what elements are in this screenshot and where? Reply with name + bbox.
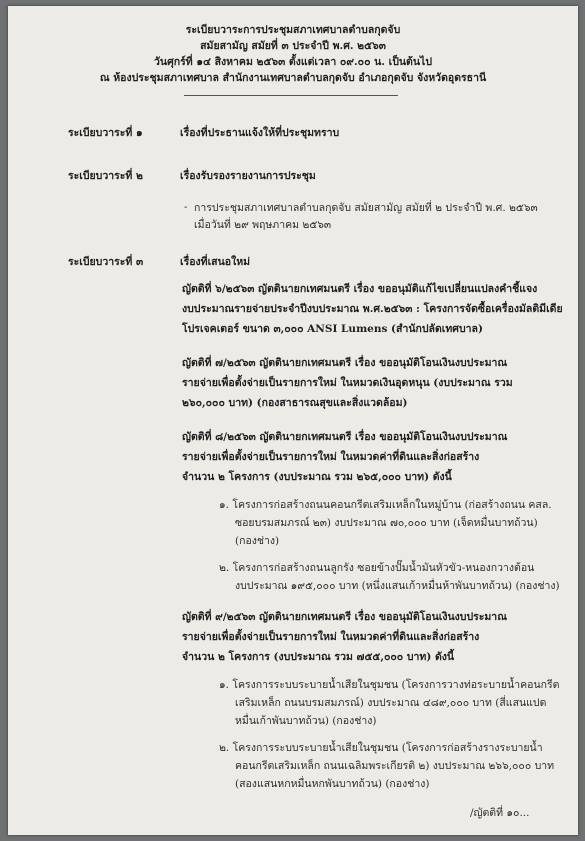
place-line: ณ ห้องประชุมสภาเทศบาล สำนักงานเทศบาลตำบลกุดจับ อำเภอกุดจับ จังหวัดอุดรธานี [99,72,487,84]
agenda-1-title: เรื่องที่ประธานแจ้งให้ที่ประชุมทราบ [180,127,340,139]
motion-9-item-2-line-1: ๒. โครงการระบบระบายน้ำเสียในชุมชน (โครงการก่อสร้างรางระบายน้ำ [219,742,543,754]
agenda-2-item-line-2: เมื่อวันที่ ๒๙ พฤษภาคม ๒๕๖๓ [194,219,332,231]
agenda-2-title: เรื่องรับรองรายงานการประชุม [180,170,316,182]
document-title: ระเบียบวาระการประชุมสภาเทศบาลตำบลกุดจับ [185,24,401,36]
motion-9-item-1-line-2: เสริมเหล็ก ถนนบรมสมภรณ์) งบประมาณ ๔๘๙,๐๐๐ บาท (สี่แสนแปด [235,697,547,709]
motion-6-line-3: โปรเจคเตอร์ ขนาด ๓,๐๐๐ ANSI Lumens (สำนักปลัดเทศบาล) [182,323,483,335]
agenda-1-label: ระเบียบวาระที่ ๑ [68,127,143,139]
motion-7-line-2: รายจ่ายเพื่อตั้งจ่ายเป็นรายการใหม่ ในหมวดเงินอุดหนุน (งบประมาณ รวม [182,377,513,389]
session-line: สมัยสามัญ สมัยที่ ๓ ประจำปี พ.ศ. ๒๕๖๓ [200,40,386,52]
motion-8-line-3: จำนวน ๒ โครงการ (งบประมาณ รวม ๒๖๕,๐๐๐ บาท) ดังนี้ [182,471,452,483]
motion-8-item-1-line-3: (กองช่าง) [235,535,280,547]
motion-8-line-1: ญัตติที่ ๘/๒๕๖๓ ญัตตินายกเทศมนตรี เรื่อง ขออนุมัติโอนเงินงบประมาณ [182,431,508,443]
bullet-icon: - [184,202,188,213]
agenda-3-title: เรื่องที่เสนอใหม่ [180,256,251,268]
continued-marker: /ญัตติที่ ๑๐... [470,807,530,819]
agenda-2-item-line-1: การประชุมสภาเทศบาลตำบลกุดจับ สมัยสามัญ สมัยที่ ๒ ประจำปี พ.ศ. ๒๕๖๓ [194,202,538,214]
motion-9-line-1: ญัตติที่ ๙/๒๕๖๓ ญัตตินายกเทศมนตรี เรื่อง ขออนุมัติโอนเงินงบประมาณ [182,611,507,623]
agenda-2-label: ระเบียบวาระที่ ๒ [68,170,143,182]
motion-9-line-3: จำนวน ๒ โครงการ (งบประมาณ รวม ๗๕๕,๐๐๐ บาท) ดังนี้ [182,651,455,663]
motion-9-line-2: รายจ่ายเพื่อตั้งจ่ายเป็นรายการใหม่ ในหมวดค่าที่ดินและสิ่งก่อสร้าง [182,631,480,643]
motion-6-line-1: ญัตติที่ ๖/๒๕๖๓ ญัตตินายกเทศมนตรี เรื่อง ขออนุมัติแก้ไขเปลี่ยนแปลงคำชี้แจง [182,283,538,295]
motion-7-line-3: ๒๖๐,๐๐๐ บาท) (กองสาธารณสุขและสิ่งแวดล้อม) [182,397,408,409]
motion-9-item-2-line-2: คอนกรีตเสริมเหล็ก ถนนเฉลิมพระเกียรติ ๒) งบประมาณ ๒๖๖,๐๐๐ บาท [235,760,555,772]
agenda-3-label: ระเบียบวาระที่ ๓ [68,256,144,268]
header-divider [184,95,398,96]
datetime-line: วันศุกร์ที่ ๑๔ สิงหาคม ๒๕๖๓ ตั้งแต่เวลา ๐๙.๐๐ น. เป็นต้นไป [154,56,432,68]
motion-9-item-1-line-3: หมื่นเก้าพันบาทถ้วน) (กองช่าง) [235,715,377,727]
document-page [8,6,578,835]
motion-8-item-1-line-2: ซอยบรมสมภรณ์ ๒๓) งบประมาณ ๗๐,๐๐๐ บาท (เจ็ดหมื่นบาทถ้วน) [235,517,538,529]
motion-8-item-1-line-1: ๑. โครงการก่อสร้างถนนคอนกรีตเสริมเหล็กในหมู่บ้าน (ก่อสร้างถนน คสล. [219,499,552,511]
motion-9-item-2-line-3: (สองแสนหกหมื่นหกพันบาทถ้วน) (กองช่าง) [235,778,430,790]
motion-8-item-2-line-1: ๒. โครงการก่อสร้างถนนลูกรัง ซอยข้างปั๊มน้ำมันหัวขัว-หนองกวางต้อน [219,562,535,574]
motion-8-line-2: รายจ่ายเพื่อตั้งจ่ายเป็นรายการใหม่ ในหมวดค่าที่ดินและสิ่งก่อสร้าง [182,451,480,463]
motion-6-line-2: งบประมาณรายจ่ายประจำปีงบประมาณ พ.ศ.๒๕๖๓ : โครงการจัดซื้อเครื่องมัลติมีเดีย [182,303,563,315]
motion-9-item-1-line-1: ๑. โครงการระบบระบายน้ำเสียในชุมชน (โครงการวางท่อระบายน้ำคอนกรีต [219,679,560,691]
motion-8-item-2-line-2: งบประมาณ ๑๙๕,๐๐๐ บาท (หนึ่งแสนเก้าหมื่นห้าพันบาทถ้วน) (กองช่าง) [235,580,560,592]
motion-7-line-1: ญัตติที่ ๗/๒๕๖๓ ญัตตินายกเทศมนตรี เรื่อง ขออนุมัติโอนเงินงบประมาณ [182,357,508,369]
